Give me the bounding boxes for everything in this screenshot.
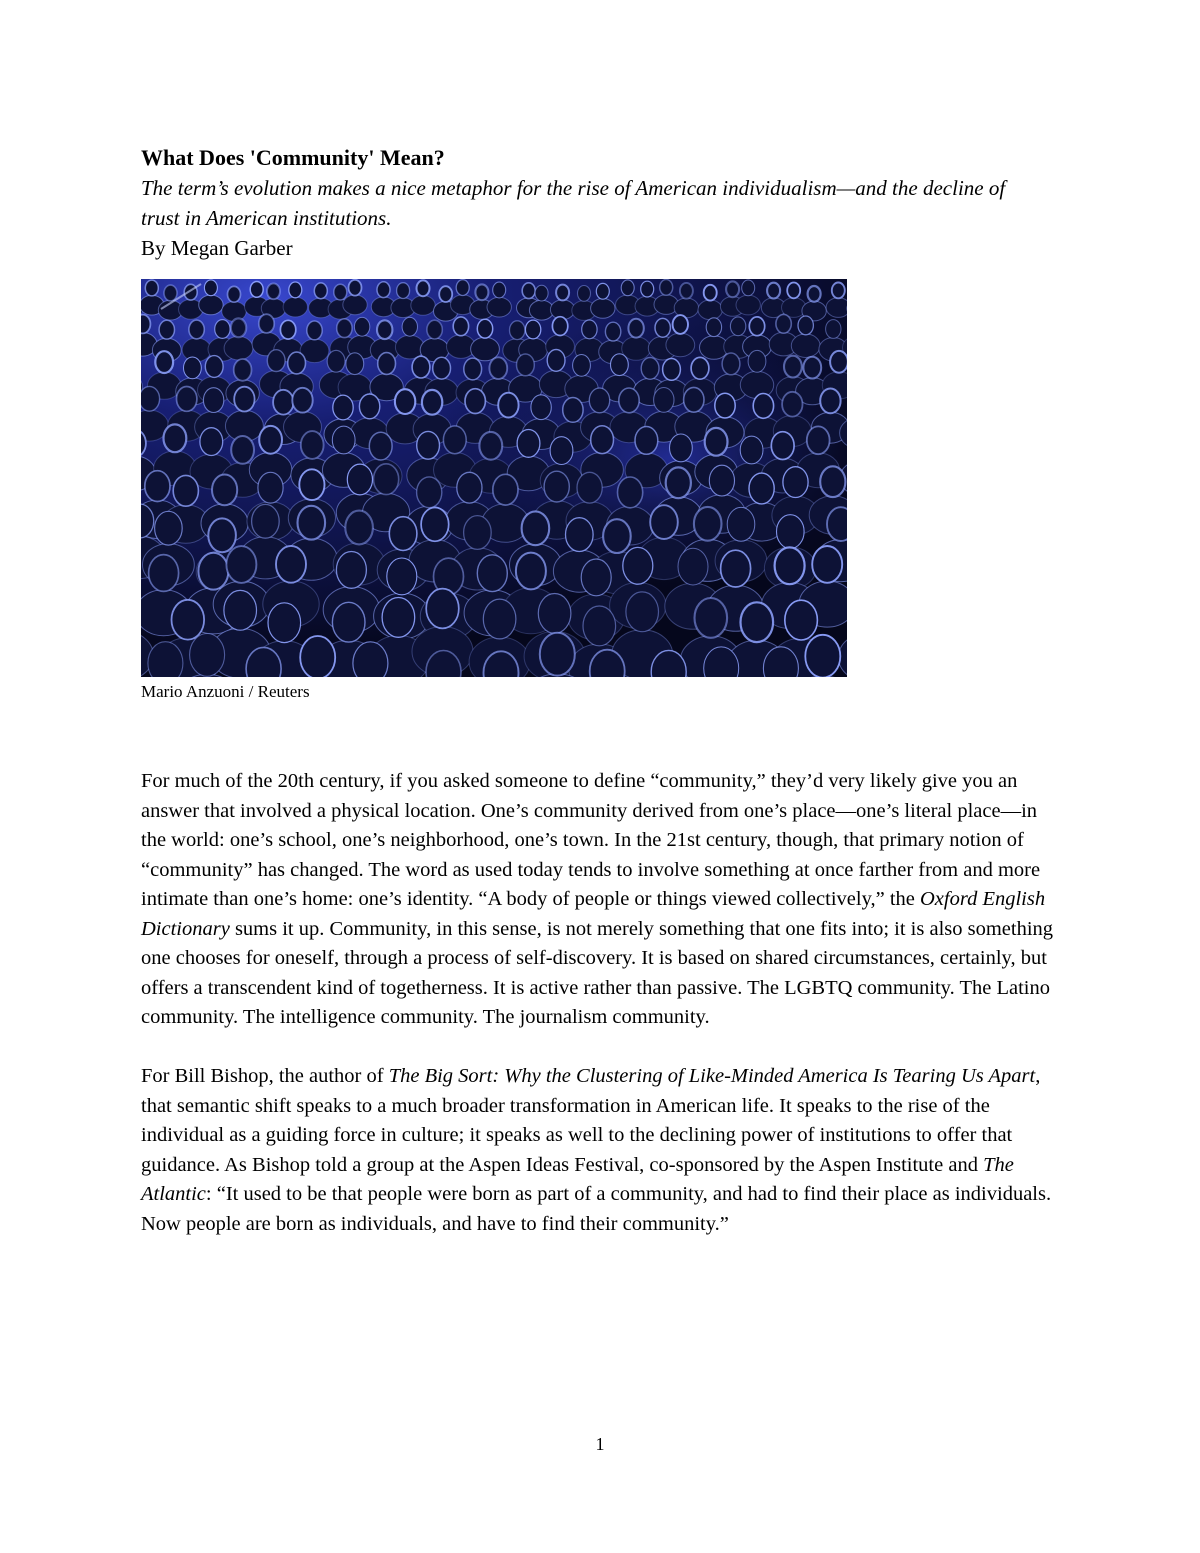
crowd-figure-head: [417, 431, 440, 459]
crowd-figure-head: [149, 555, 179, 592]
crowd-figure-head: [832, 283, 845, 299]
crowd-figure-head: [556, 285, 569, 301]
crowd-figure-head: [354, 317, 369, 336]
paragraph-text: : “It used to be that people were born as part of a community, and had to find their place as individuals. Now people are born as individuals, and have to find their community.”: [141, 1183, 1052, 1235]
crowd-figure-head: [619, 388, 639, 413]
crowd-figure-head: [443, 426, 466, 454]
crowd-figure-head: [267, 283, 280, 299]
crowd-figure-head: [433, 357, 451, 379]
crowd-figure-head: [783, 467, 808, 498]
crowd-figure-head: [826, 320, 841, 339]
crowd-figure-head: [535, 285, 548, 301]
crowd-figure-head: [148, 642, 183, 677]
crowd-figure-head: [212, 475, 237, 506]
crowd-figure-head: [349, 280, 362, 296]
crowd-figure-head: [741, 602, 774, 642]
crowd-figure-head: [422, 390, 442, 415]
crowd-figure-head: [382, 598, 415, 638]
crowd-figure-head: [288, 352, 306, 374]
crowd-figure-head: [678, 548, 708, 585]
crowd-figure-head: [292, 388, 312, 413]
crowd-figure-head: [479, 432, 502, 460]
crowd-figure-head: [164, 424, 187, 452]
crowd-figure-head: [289, 282, 302, 298]
crowd-figure-head: [234, 359, 252, 381]
crowd-figure-head: [155, 511, 183, 545]
crowd-figure-head: [377, 282, 390, 298]
crowd-figure-body: [698, 300, 722, 320]
crowd-figure-head: [141, 315, 150, 334]
crowd-figure-body: [343, 295, 367, 315]
article: [141, 143, 1061, 1235]
crowd-figure-head: [190, 634, 225, 677]
crowd-figure-head: [709, 465, 734, 496]
crowd-figure-head: [412, 356, 430, 378]
crowd-figure-head: [660, 280, 673, 296]
article-body: [141, 767, 1061, 1269]
crowd-figure-head: [655, 318, 670, 337]
crowd-figure-head: [517, 430, 540, 458]
crowd-figure-head: [498, 393, 518, 418]
crowd-figure-head: [771, 432, 794, 460]
crowd-figure-head: [314, 283, 327, 299]
page-number: 1: [595, 1434, 605, 1454]
crowd-figure-head: [628, 319, 643, 338]
crowd-figure-head: [164, 285, 177, 301]
crowd-figure-head: [611, 354, 629, 376]
crowd-figure-head: [489, 357, 507, 379]
crowd-figure-head: [785, 600, 818, 640]
crowd-figure-head: [477, 555, 507, 592]
crowd-figure-head: [421, 508, 449, 542]
crowd-figure-head: [547, 350, 565, 372]
crowd-figure-head: [623, 547, 653, 584]
crowd-figure-head: [276, 546, 306, 583]
crowd-figure-head: [184, 357, 202, 379]
crowd-figure-head: [145, 280, 158, 296]
crowd-figure-head: [359, 394, 379, 419]
crowd-figure-head: [402, 317, 417, 336]
crowd-figure-head: [299, 469, 324, 500]
crowd-figure-head: [721, 550, 751, 587]
crowd-figure-head: [327, 350, 345, 372]
crowd-figure-head: [603, 519, 631, 553]
crowd-figure-head: [475, 284, 488, 300]
crowd-figure-head: [267, 350, 285, 372]
crowd-figure-head: [268, 603, 301, 643]
crowd-figure-head: [596, 283, 609, 299]
crowd-figure-head: [691, 357, 709, 379]
crowd-figure-head: [395, 389, 415, 414]
crowd-figure-head: [538, 594, 571, 634]
crowd-figure-head: [618, 477, 643, 508]
crowd-figure-head: [641, 358, 659, 380]
crowd-figure-head: [753, 394, 773, 419]
crowd-figure-head: [705, 428, 728, 456]
crowd-figure-head: [456, 280, 469, 296]
crowd-figure-head: [722, 353, 740, 375]
crowd-figure-head: [226, 546, 256, 583]
crowd-figure-head: [621, 280, 634, 296]
crowd-figure-head: [666, 467, 691, 498]
crowd-figure-head: [540, 633, 575, 676]
crowd-figure-head: [589, 388, 609, 413]
crowd-figure-body: [666, 333, 695, 357]
crowd-figure-head: [787, 283, 800, 299]
crowd-figure-head: [749, 473, 774, 504]
crowd-figure-head: [777, 515, 805, 549]
crowd-figure-head: [749, 317, 764, 336]
crowd-figure-head: [427, 320, 442, 339]
crowd-figure-head: [378, 353, 396, 375]
crowd-figure-head: [820, 389, 840, 414]
crowd-figure-head: [347, 464, 372, 495]
crowd-figure-head: [200, 428, 223, 456]
body-paragraph: [141, 767, 1061, 1033]
crowd-figure-head: [389, 517, 417, 551]
crowd-figure-head: [680, 283, 693, 299]
crowd-figure-head: [477, 319, 492, 338]
crowd-figure-head: [581, 559, 611, 596]
crowd-figure-head: [145, 471, 170, 502]
crowd-figure-head: [332, 426, 355, 454]
crowd-figure-head: [784, 356, 802, 378]
crowd-photo: [141, 279, 847, 677]
crowd-figure-head: [234, 387, 254, 412]
crowd-figure-head: [464, 516, 492, 550]
crowd-figure-head: [336, 552, 366, 589]
crowd-figure-head: [605, 322, 620, 341]
crowd-figure-head: [573, 355, 591, 377]
crowd-figure-head: [550, 437, 573, 465]
crowd-figure-head: [830, 351, 847, 373]
crowd-figure-head: [805, 635, 840, 677]
crowd-figure-head: [172, 600, 205, 640]
crowd-figure-head: [346, 353, 364, 375]
crowd-figure-head: [583, 606, 616, 646]
crowd-figure-head: [727, 507, 755, 541]
crowd-figure-head: [650, 505, 678, 539]
crowd-figure-head: [673, 315, 688, 334]
crowd-figure-head: [552, 317, 567, 336]
crowd-figure-head: [654, 388, 674, 413]
crowd-figure-head: [301, 431, 324, 459]
crowd-figure-head: [337, 319, 352, 338]
crowd-figure-head: [704, 285, 717, 301]
crowd-figure-head: [578, 286, 591, 302]
crowd-figure-head: [740, 436, 763, 464]
body-paragraph: [141, 1062, 1061, 1239]
italic-title-text: The Atlantic: [141, 1153, 1014, 1205]
crowd-figure-head: [205, 356, 223, 378]
crowd-figure-head: [204, 280, 217, 296]
italic-title-text: Oxford English Dictionary: [141, 888, 1046, 940]
crowd-figure-head: [189, 320, 204, 339]
crowd-figure-body: [199, 295, 223, 315]
crowd-figure-head: [808, 286, 821, 302]
crowd-figure-head: [259, 314, 274, 333]
paragraph-text: For Bill Bishop, the author of: [141, 1065, 389, 1087]
crowd-figure-head: [374, 464, 399, 495]
crowd-figure-head: [641, 281, 654, 297]
crowd-figure-head: [531, 395, 551, 420]
crowd-figure-head: [417, 477, 442, 508]
paragraph-text: , that semantic shift speaks to a much broader transformation in American life. It speaks to the rise of the individual as a guiding force in culture; it speaks as well to the declining power of institutions to offer that guidance. As Bishop told a group at the Aspen Ideas Festival, co-sponsored by the Aspen Institute and: [141, 1065, 1041, 1176]
crowd-figure-head: [259, 426, 282, 454]
crowd-figure-head: [695, 598, 728, 638]
crowd-figure-body: [826, 298, 847, 318]
crowd-figure-head: [483, 599, 516, 639]
crowd-figure-head: [439, 286, 452, 302]
crowd-figure-head: [333, 395, 353, 420]
crowd-figure-head: [231, 436, 254, 464]
crowd-figure-head: [706, 318, 721, 337]
crowd-figure-head: [334, 284, 347, 300]
crowd-figure-head: [252, 504, 280, 538]
crowd-figure-head: [522, 511, 550, 545]
crowd-figure-head: [748, 350, 766, 372]
crowd-figure-head: [525, 320, 540, 339]
paragraph-text: sums it up. Community, in this sense, is not merely something that one fits into; it is also something one chooses for oneself, through a process of self-discovery. It is based on shared circumstances, certainly, but offers a transcendent kind of togetherness. It is active rather than passive. The LGBTQ community. The Latino community. The intelligence community. The journalism community.: [141, 917, 1054, 1028]
crowd-figure-head: [516, 553, 546, 590]
crowd-figure-head: [369, 432, 392, 460]
crowd-figure-head: [798, 316, 813, 335]
crowd-figure-head: [298, 506, 326, 540]
crowd-figure-head: [563, 398, 583, 423]
crowd-figure-head: [715, 393, 735, 418]
crowd-figure-head: [464, 358, 482, 380]
crowd-figure-head: [582, 320, 597, 339]
crowd-figure-head: [453, 317, 468, 336]
crowd-figure-body: [222, 302, 246, 322]
crowd-figure-head: [159, 320, 174, 339]
crowd-photo-image: [141, 279, 847, 677]
crowd-figure-head: [827, 507, 847, 541]
crowd-figure-head: [426, 589, 459, 629]
crowd-figure-head: [198, 553, 228, 590]
crowd-figure-head: [566, 518, 594, 552]
crowd-figure-head: [215, 320, 230, 339]
crowd-figure-head: [228, 286, 241, 302]
crowd-figure-head: [767, 283, 780, 299]
crowd-figure-head: [387, 558, 417, 595]
crowd-figure-body: [411, 296, 435, 316]
crowd-figure-head: [173, 475, 198, 506]
crowd-figure-body: [283, 297, 307, 317]
crowd-figure-head: [510, 321, 525, 340]
crowd-figure-head: [332, 602, 365, 642]
crowd-figure-head: [635, 427, 658, 455]
crowd-figure-head: [231, 318, 246, 337]
crowd-figure-head: [726, 281, 739, 297]
crowd-figure-head: [155, 351, 173, 373]
crowd-figure-head: [803, 357, 821, 379]
photo-caption: Mario Anzuoni / Reuters: [141, 682, 310, 701]
paragraph-text: For much of the 20th century, if you asked someone to define “community,” they’d very likely give you an answer that involved a physical location. One’s community derived from one’s place—one’s literal place—in the world: one’s school, one’s neighborhood, one’s town. In the 21st century, though, that primary notion of “community” has changed. The word as used today tends to involve something at once farther from and more intimate than one’s home: one’s identity. “A body of people or things viewed collectively,” the: [141, 770, 1041, 910]
crowd-figure-head: [250, 282, 263, 298]
crowd-figure-head: [782, 392, 802, 417]
crowd-figure-body: [487, 297, 511, 317]
crowd-figure-head: [517, 354, 535, 376]
crowd-figure-head: [670, 434, 693, 462]
crowd-figure-head: [307, 321, 322, 340]
crowd-figure-head: [224, 590, 257, 630]
crowd-figure-head: [141, 386, 160, 411]
crowd-figure-head: [417, 280, 430, 296]
crowd-figure-head: [258, 472, 283, 503]
crowd-figure-head: [577, 472, 602, 503]
crowd-figure-head: [775, 547, 805, 584]
crowd-figure-head: [273, 390, 293, 415]
crowd-figure-head: [493, 282, 506, 298]
crowd-figure-head: [812, 546, 842, 583]
crowd-figure-body: [395, 335, 424, 359]
crowd-figure-head: [626, 592, 659, 632]
crowd-figure-body: [791, 334, 820, 358]
crowd-figure-body: [591, 299, 615, 319]
crowd-figure-body: [736, 295, 760, 315]
article-subtitle: The term’s evolution makes a nice metaphor for the rise of American individualism—and the decline of trust in American institutions.: [141, 176, 1006, 230]
crowd-figure-head: [377, 320, 392, 339]
crowd-figure-head: [457, 472, 482, 503]
crowd-figure-head: [591, 426, 614, 454]
crowd-figure-body: [224, 336, 253, 360]
italic-title-text: The Big Sort: Why the Clustering of Like-Minded America Is Tearing Us Apart: [388, 1065, 1036, 1087]
crowd-figure-head: [522, 283, 535, 299]
crowd-figure-head: [493, 474, 518, 505]
crowd-figure-head: [807, 426, 830, 454]
crowd-figure-head: [345, 511, 373, 545]
crowd-figure-head: [544, 471, 569, 502]
article-title: What Does 'Community' Mean?: [141, 145, 445, 170]
crowd-figure-head: [300, 636, 335, 677]
crowd-figure-head: [730, 317, 745, 336]
crowd-figure-head: [684, 387, 704, 412]
crowd-figure-head: [694, 507, 722, 541]
crowd-figure-head: [203, 388, 223, 413]
article-byline: By Megan Garber: [141, 236, 293, 260]
crowd-figure-head: [280, 320, 295, 339]
crowd-figure-head: [465, 389, 485, 414]
crowd-figure-head: [177, 387, 197, 412]
crowd-figure-head: [820, 466, 845, 497]
crowd-figure-head: [208, 518, 236, 552]
crowd-figure-head: [742, 280, 755, 296]
crowd-figure-head: [663, 359, 681, 381]
crowd-figure-head: [776, 314, 791, 333]
crowd-figure-head: [397, 283, 410, 299]
crowd-figure-head: [353, 642, 388, 677]
